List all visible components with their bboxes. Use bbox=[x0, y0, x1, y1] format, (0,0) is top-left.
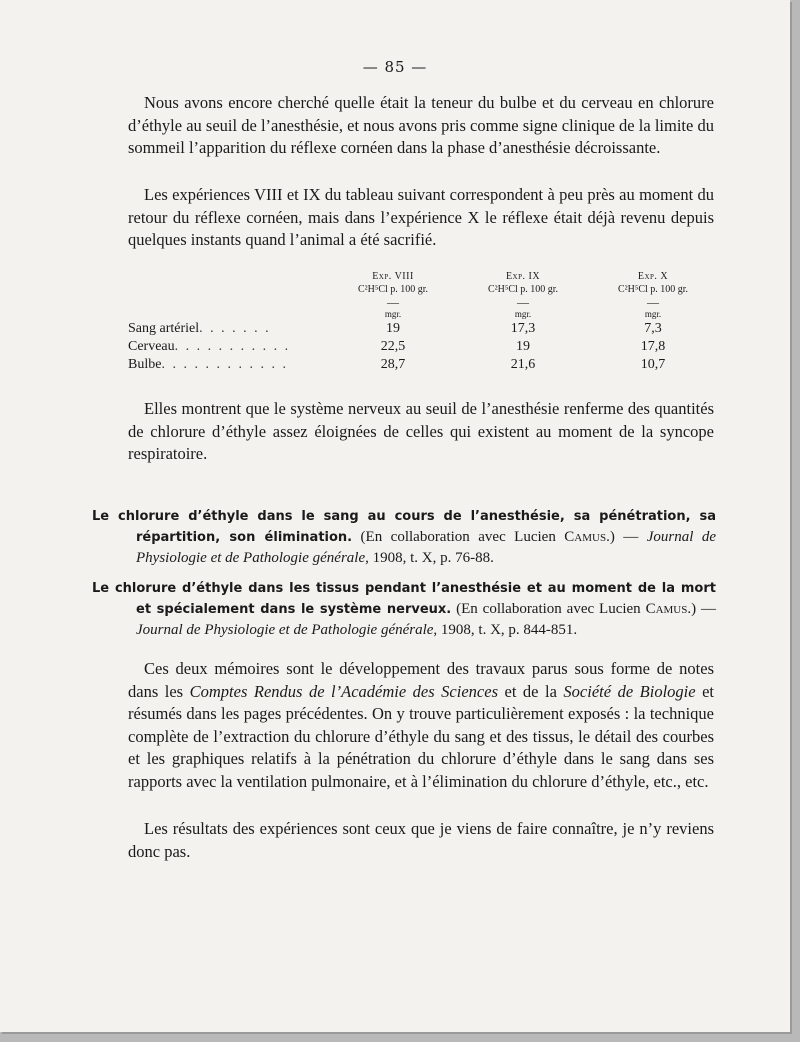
journal-name: Journal de Physiologie et de Pathologie générale bbox=[136, 529, 717, 566]
table-row: Bulbe. . . . . . . . . . . . 28,7 21,6 10,7 bbox=[128, 357, 666, 372]
reference-entry: Le chlorure d’éthyle dans le sang au cours de l’anesthésie, sa pénétration, sa répartition, son élimination. (En collaboration avec Lucien Camus.) — Journal de Physiologie et de Pathologie générale, 1908, t. X, p. 76-88. bbox=[92, 509, 717, 566]
results-table bbox=[128, 270, 718, 374]
paragraph-seuil-anesthesie: Nous avons encore cherché quelle était la teneur du bulbe et du cerveau en chlorure d’éthyle au seuil de l’anesthésie, et nous avons pris comme signe clinique de la limite du sommeil l’apparition du réflexe cornéen dans la phase d’anesthésie décroissante. bbox=[128, 93, 714, 157]
reference-title: Le chlorure d’éthyle dans le sang au cours de l’anesthésie, sa pénétration, sa répartition, son élimination. bbox=[92, 509, 716, 545]
table-unit-row: mgr. mgr. mgr. bbox=[384, 309, 662, 319]
paragraph-systeme-nerveux: Elles montrent que le système nerveux au seuil de l’anesthésie renferme des quantités de chlorure d’éthyle assez éloignées de celles qui existent au moment de la syncope respiratoire. bbox=[128, 399, 714, 463]
paragraph-memoires: Ces deux mémoires sont le développement des travaux parus sous forme de notes dans les Comptes Rendus de l’Académie des Sciences et de la Société de Biologie et résumés dans les pages précédentes. On y trouve particulièrement exposés : la technique complète de l’extraction du chlorure d’éthyle du sang et des tissus, le détail des courbes et les graphiques relatifs à la pénétration du chlorure d’éthyle dans le sang dans ses rapports avec la ventilation pulmonaire, et à l’élimination du chlorure d’éthyle, etc., etc. bbox=[128, 659, 714, 791]
column-header: Exp. VIII C²H⁵Cl p. 100 gr. bbox=[357, 271, 429, 295]
paragraph-experiences: Les expériences VIII et IX du tableau suivant correspondent à peu près au moment du retour du réflexe cornéen, mais dans l’expérience X le réflexe était déjà revenu depuis quelques instants quand l’animal a été sacrifié. bbox=[128, 185, 714, 249]
journal-name: Journal de Physiologie et de Pathologie générale bbox=[136, 622, 434, 638]
column-header: Exp. X C²H⁵Cl p. 100 gr. bbox=[617, 271, 689, 295]
column-header: Exp. IX C²H⁵Cl p. 100 gr. bbox=[487, 271, 559, 295]
page-number: — 85 — bbox=[362, 58, 428, 76]
reference-entry: Le chlorure d’éthyle dans les tissus pendant l’anesthésie et au moment de la mort et spécialement dans le système nerveux. (En collaboration avec Lucien Camus.) — Journal de Physiologie et de Pathologie générale, 1908, t. X, p. 844-851. bbox=[92, 581, 716, 638]
table-header-row bbox=[128, 270, 718, 296]
table-row: Cerveau. . . . . . . . . . . 22,5 19 17,8 bbox=[128, 339, 666, 354]
paragraph-resultats: Les résultats des expériences sont ceux que je viens de faire connaître, je n’y reviens donc pas. bbox=[128, 819, 714, 861]
table-dash-row: — — — bbox=[387, 295, 659, 309]
reference-title: Le chlorure d’éthyle dans les tissus pendant l’anesthésie et au moment de la mort et spécialement dans le système nerveux. bbox=[92, 581, 716, 617]
table-row: Sang artériel. . . . . . . 19 17,3 7,3 bbox=[128, 321, 662, 336]
